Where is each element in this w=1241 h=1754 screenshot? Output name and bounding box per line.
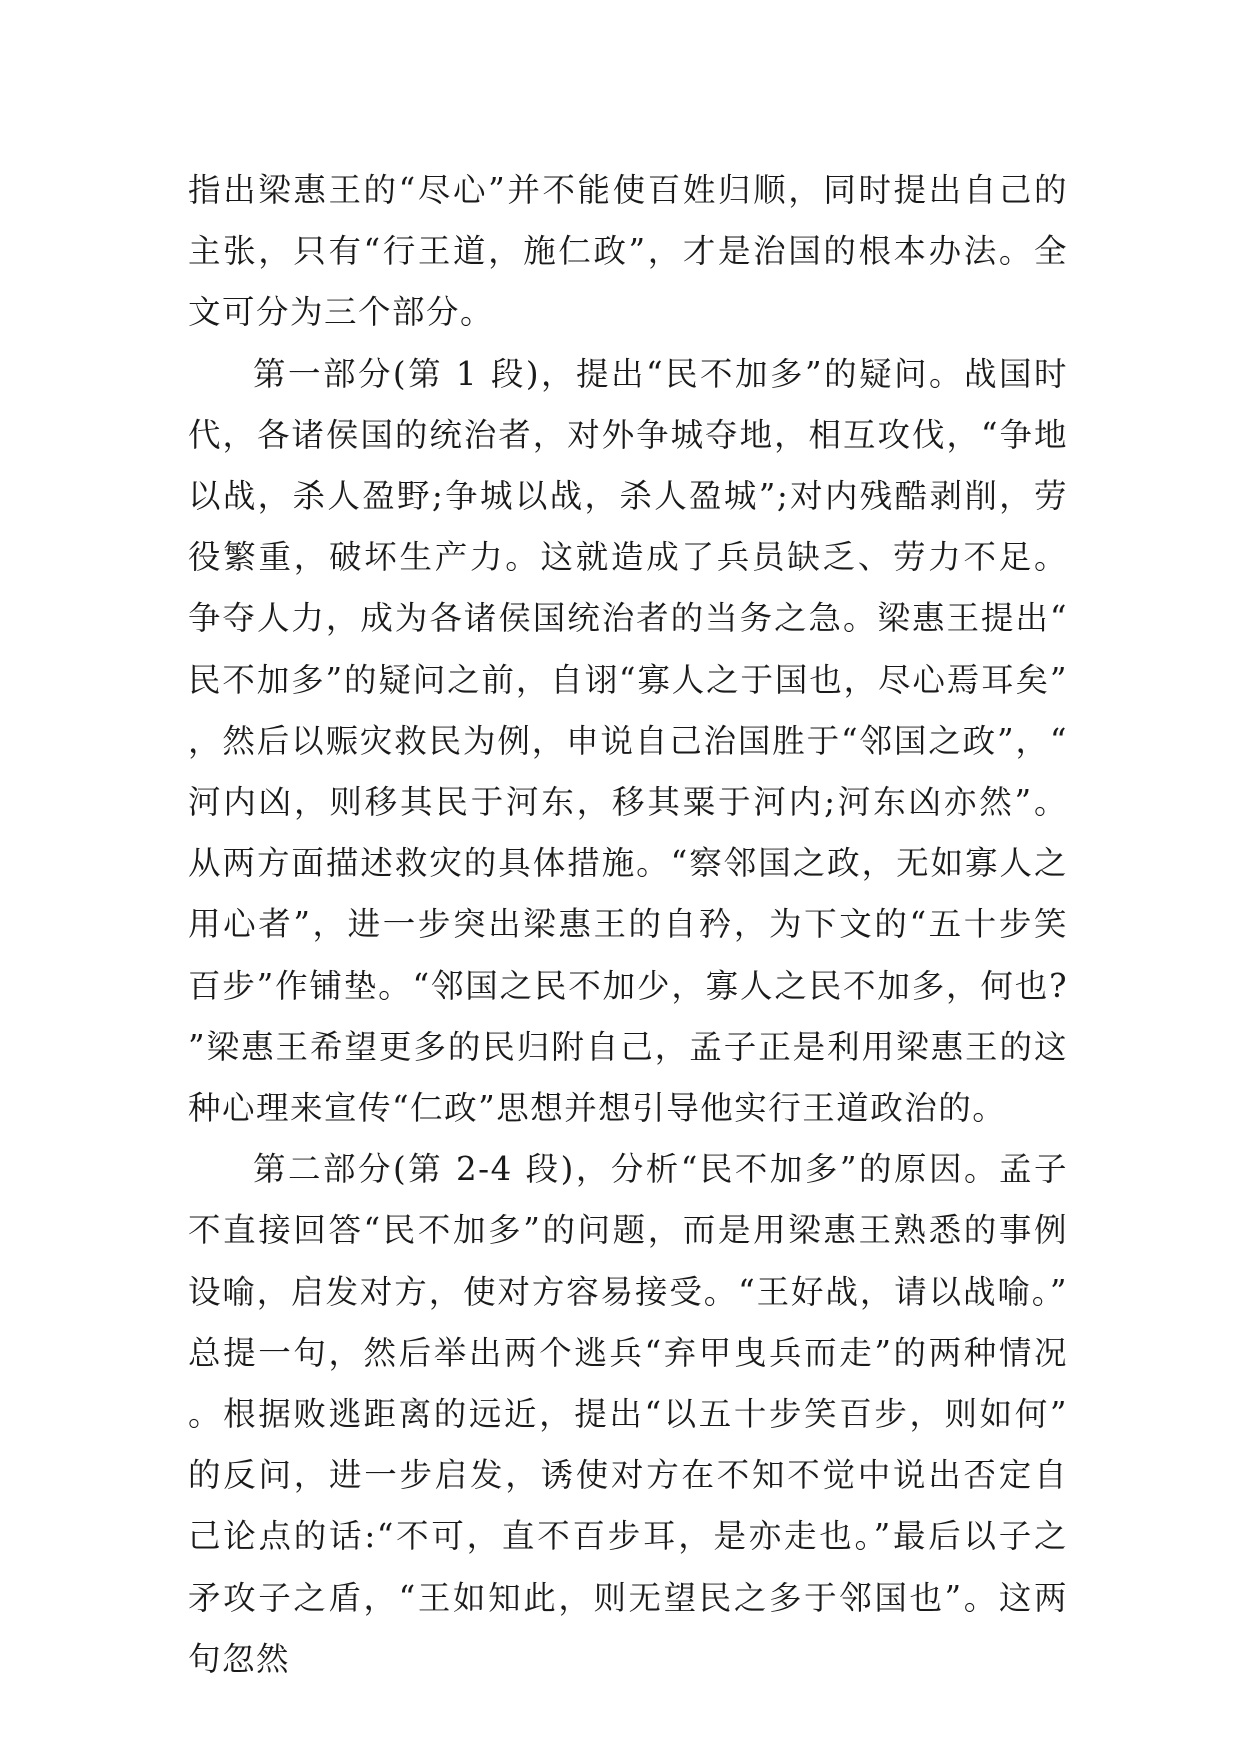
paragraph-part-two: 第二部分(第 2-4 段)，分析“民不加多”的原因。孟子不直接回答“民不加多”的问题，而是用梁惠王熟悉的事例设喻，启发对方，使对方容易接受。“王好战，请以战喻。”总提一句，然后举出两个逃兵“弃甲曳兵而走”的两种情况。根据败逃距离的远近，提出“以五十步笑百步，则如何”的反问，进一步启发，诱使对方在不知不觉中说出否定自己论点的话:“不可，直不百步耳，是亦走也。”最后以子之矛攻子之盾，“王如知此，则无望民之多于邻国也”。这两句忽然 [188,1150,1068,1678]
paragraph-intro-continuation: 指出梁惠王的“尽心”并不能使百姓归顺，同时提出自己的主张，只有“行王道，施仁政”，才是治国的根本办法。全文可分为三个部分。 [188,171,1068,332]
paragraph-part-one: 第一部分(第 1 段)，提出“民不加多”的疑问。战国时代，各诸侯国的统治者，对外争城夺地，相互攻伐，“争地以战，杀人盈野;争城以战，杀人盈城”;对内残酷剥削，劳役繁重，破坏生产力。这就造成了兵员缺乏、劳力不足。争夺人力，成为各诸侯国统治者的当务之急。梁惠王提出“民不加多”的疑问之前，自诩“寡人之于国也，尽心焉耳矣”，然后以赈灾救民为例，申说自己治国胜于“邻国之政”，“河内凶，则移其民于河东，移其粟于河内;河东凶亦然”。从两方面描述救灾的具体措施。“察邻国之政，无如寡人之用心者”，进一步突出梁惠王的自矜，为下文的“五十步笑百步”作铺垫。“邻国之民不加少，寡人之民不加多，何也?”梁惠王希望更多的民归附自己，孟子正是利用梁惠王的这种心理来宣传“仁政”思想并想引导他实行王道政治的。 [188,354,1068,1128]
body-text [188,160,1068,1690]
